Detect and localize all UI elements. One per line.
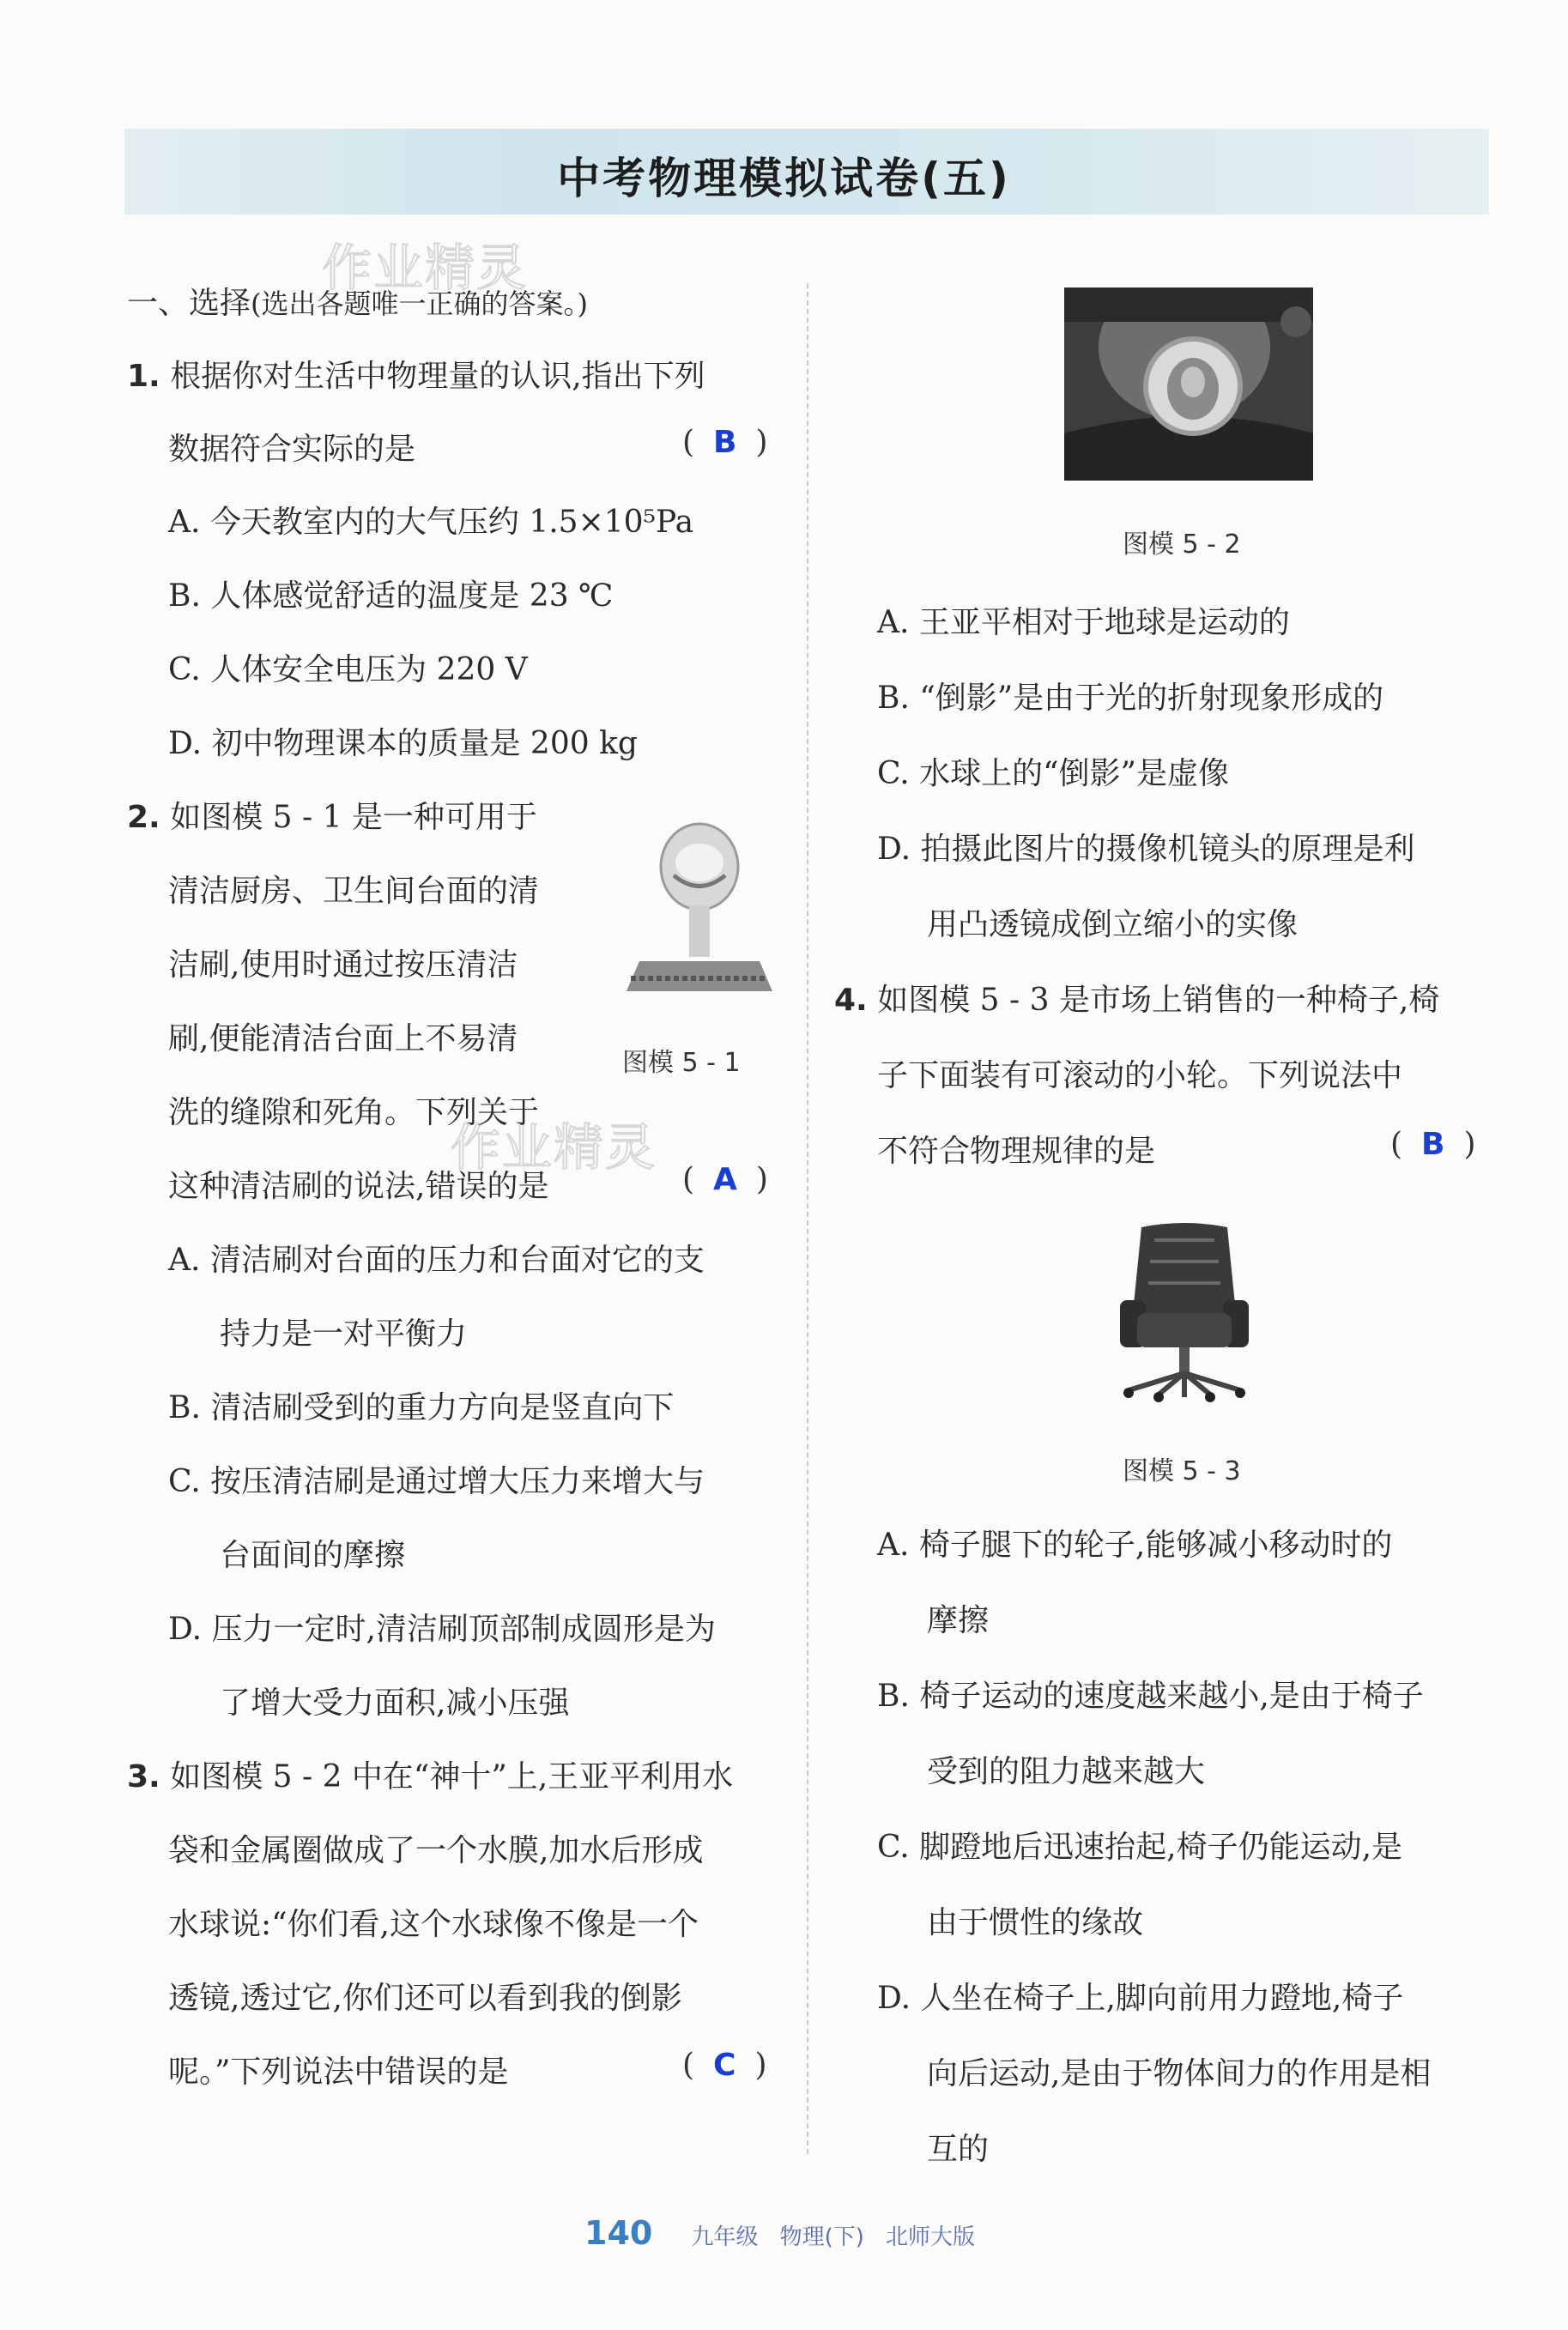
q1-line: 1. 根据你对生活中物理量的认识,指出下列 — [127, 359, 705, 394]
q4-line: 4. 如图模 5 - 3 是市场上销售的一种椅子,椅 — [834, 983, 1440, 1018]
q1-answer: ( B ) — [682, 425, 768, 460]
q1-option: B. 人体感觉舒适的温度是 23 ℃ — [168, 578, 614, 614]
q3-line: 透镜,透过它,你们还可以看到我的倒影 — [168, 1981, 682, 2016]
q3-option: D. 拍摄此图片的摄像机镜头的原理是利 — [877, 832, 1415, 867]
watermark: 作业精灵 — [322, 239, 529, 297]
q2-option: 持力是一对平衡力 — [220, 1316, 468, 1352]
q3-line: 呢。”下列说法中错误的是 — [168, 2055, 509, 2090]
q2-line: 清洁厨房、卫生间台面的清 — [168, 874, 540, 909]
q3-option: 用凸透镜成倒立缩小的实像 — [927, 907, 1299, 942]
q4-option: D. 人坐在椅子上,脚向前用力蹬地,椅子 — [877, 1981, 1404, 2016]
q1-option: A. 今天教室内的大气压约 1.5×10⁵Pa — [168, 505, 694, 540]
q2-line: 洁刷,使用时通过按压清洁 — [168, 947, 518, 983]
q1-option: D. 初中物理课本的质量是 200 kg — [168, 726, 638, 761]
watermark: 作业精灵 — [451, 1118, 657, 1177]
q3-line: 水球说:“你们看,这个水球像不像是一个 — [168, 1907, 699, 1942]
q3-option: B. “倒影”是由于光的折射现象形成的 — [877, 681, 1384, 716]
subject-label: 物理(下) — [779, 2224, 864, 2250]
office-chair-figure — [1107, 1219, 1262, 1403]
q2-line: 2. 如图模 5 - 1 是一种可用于 — [127, 800, 537, 835]
q4-answer: ( B ) — [1390, 1127, 1476, 1162]
water-ball-photo — [1064, 287, 1313, 481]
q4-option: 互的 — [927, 2132, 990, 2167]
q4-option: 摩擦 — [927, 1603, 990, 1638]
q4-option: 由于惯性的缘故 — [927, 1905, 1144, 1940]
q2-answer: ( A ) — [682, 1162, 768, 1197]
q4-line: 不符合物理规律的是 — [877, 1134, 1156, 1169]
section-heading: 一、选择(选出各题唯一正确的答案。) — [127, 286, 588, 321]
edition-label: 北师大版 — [885, 2224, 975, 2250]
q3-answer: ( C ) — [682, 2048, 767, 2083]
q4-option: C. 脚蹬地后迅速抬起,椅子仍能运动,是 — [877, 1830, 1403, 1865]
q3-line: 袋和金属圈做成了一个水膜,加水后形成 — [168, 1833, 704, 1868]
page-title: 中考物理模拟试卷(五) — [557, 154, 1011, 203]
q3-option: A. 王亚平相对于地球是运动的 — [877, 605, 1290, 640]
q2-option: 了增大受力面积,减小压强 — [220, 1685, 570, 1721]
page-footer — [0, 2214, 1568, 2252]
q4-line: 子下面装有可滚动的小轮。下列说法中 — [877, 1058, 1403, 1093]
q4-option: B. 椅子运动的速度越来越小,是由于椅子 — [877, 1679, 1424, 1714]
q2-option: D. 压力一定时,清洁刷顶部制成圆形是为 — [168, 1612, 716, 1647]
column-divider — [807, 283, 808, 2154]
q2-option: A. 清洁刷对台面的压力和台面对它的支 — [168, 1243, 705, 1278]
cleaning-brush-figure — [614, 815, 785, 1004]
q2-option: 台面间的摩擦 — [220, 1538, 406, 1573]
q4-option: 受到的阻力越来越大 — [927, 1754, 1206, 1789]
figure-caption: 图模 5 - 2 — [1123, 530, 1241, 560]
figure-caption: 图模 5 - 1 — [622, 1048, 741, 1078]
page-number: 140 — [584, 2214, 653, 2252]
q2-line: 刷,便能清洁台面上不易清 — [168, 1021, 518, 1056]
q2-line: 这种清洁刷的说法,错误的是 — [168, 1169, 549, 1204]
q1-option: C. 人体安全电压为 220 V — [168, 652, 528, 687]
q3-option: C. 水球上的“倒影”是虚像 — [877, 756, 1229, 791]
q4-option: 向后运动,是由于物体间力的作用是相 — [927, 2056, 1432, 2091]
q1-line: 数据符合实际的是 — [168, 432, 416, 467]
q2-line: 洗的缝隙和死角。下列关于 — [168, 1095, 540, 1130]
q4-option: A. 椅子腿下的轮子,能够减小移动时的 — [877, 1528, 1393, 1563]
q2-option: C. 按压清洁刷是通过增大压力来增大与 — [168, 1464, 705, 1499]
figure-caption: 图模 5 - 3 — [1123, 1456, 1241, 1486]
q2-option: B. 清洁刷受到的重力方向是竖直向下 — [168, 1390, 675, 1425]
q3-line: 3. 如图模 5 - 2 中在“神十”上,王亚平利用水 — [127, 1759, 734, 1794]
grade-label: 九年级 — [691, 2224, 759, 2250]
